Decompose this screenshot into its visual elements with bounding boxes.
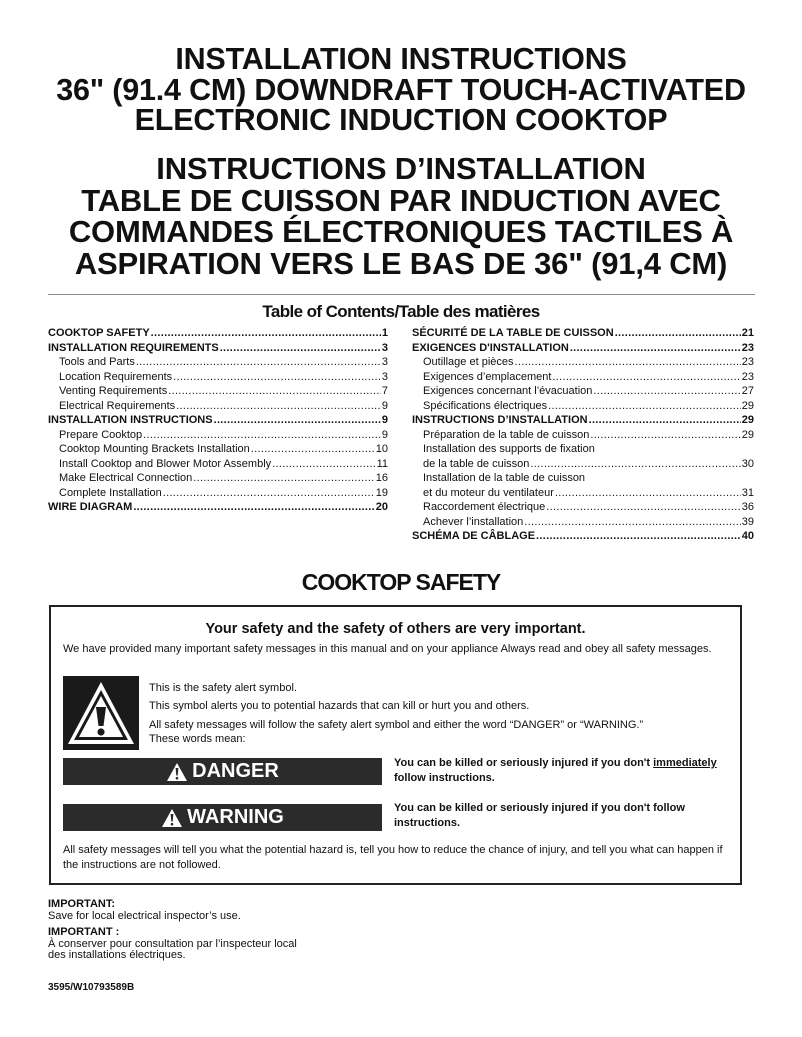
toc-entry[interactable] [48,471,388,486]
toc-label-line1: Installation des supports de fixation [423,443,595,455]
toc-label: INSTRUCTIONS D’INSTALLATION [412,414,588,426]
toc-label: Exigences d’emplacement [423,370,552,383]
important-en [48,899,241,922]
toc-page: 9 [381,428,388,441]
toc-label: SÉCURITÉ DE LA TABLE DE CUISSON [412,327,614,339]
toc-label: Cooktop Mounting Brackets Installation [59,443,250,455]
toc-page: 9 [381,399,388,412]
toc-entry[interactable] [48,399,388,414]
toc-label: Outillage et pièces [423,356,514,368]
toc-page: 39 [741,515,754,528]
toc-label: Achever l’installation [423,515,524,528]
safety-intro: We have provided many important safety messages in this manual and on your appliance Always read and obey all safety messages. [63,643,712,655]
toc-column-english [48,326,388,515]
toc-label-line1: Installation de la table de cuisson [423,472,586,484]
title-fr-line-3: COMMANDES ÉLECTRONIQUES TACTILES À [68,214,734,250]
toc-entry[interactable] [48,428,388,443]
toc-page: 16 [375,472,388,484]
toc-entry[interactable] [48,384,388,399]
hazard-line: This symbol alerts you to potential hazards that can kill or hurt you and others. [149,700,530,712]
toc-column-french [412,326,754,544]
safety-box [49,605,742,885]
toc-entry[interactable] [48,341,388,356]
toc-page: 3 [381,370,388,383]
important-fr-line1: À conserver pour consultation par l’inspecteur local [48,937,297,950]
toc-page: 20 [375,501,388,513]
toc-entry[interactable] [48,413,388,428]
toc-label: INSTALLATION REQUIREMENTS [48,341,219,354]
toc-page: 29 [741,428,754,441]
warning-bar [63,804,382,831]
toc-page: 23 [741,341,754,354]
title-en-line-1: INSTALLATION INSTRUCTIONS [175,42,627,76]
toc-label: Venting Requirements [59,385,168,397]
warning-text: You can be killed or seriously injured if you don't follow instructions. [394,802,685,829]
toc-entry[interactable] [48,442,388,457]
toc-title: Table of Contents/Table des matières [262,302,540,321]
important-fr-line2: des installations électriques. [48,949,186,961]
danger-text-b: follow instructions. [394,772,495,784]
symbol-line: This is the safety alert symbol. [149,682,297,694]
document-number: 3595/W10793589B [48,982,135,993]
toc-page: 7 [381,385,388,397]
toc-entry[interactable] [48,486,388,501]
warning-label: WARNING [187,806,284,828]
danger-label: DANGER [192,760,279,782]
toc-entry[interactable] [412,500,754,515]
toc-page: 29 [741,414,754,426]
title-fr-line-1: INSTRUCTIONS D’INSTALLATION [156,151,646,186]
toc-label: SCHÉMA DE CÂBLAGE [412,530,536,542]
toc-entry[interactable] [412,384,754,399]
toc-entry[interactable] [412,529,754,544]
toc-page: 21 [741,327,754,339]
toc-page: 9 [381,414,388,426]
toc-label: Make Electrical Connection [59,472,193,484]
toc-entry[interactable] [412,341,754,356]
toc-label: de la table de cuisson [423,457,530,470]
divider [48,294,755,295]
toc-label: Tools and Parts [59,356,135,368]
toc-label: Location Requirements [59,370,173,383]
toc-entry[interactable] [412,471,754,500]
important-en-text: Save for local electrical inspector’s use. [48,909,241,922]
toc-label: INSTALLATION INSTRUCTIONS [48,414,213,426]
danger-bar [63,758,382,785]
toc-entry[interactable] [412,399,754,414]
toc-page: 19 [375,486,388,499]
toc-entry[interactable] [412,370,754,385]
toc-label: COOKTOP SAFETY [48,327,150,339]
title-fr-line-2: TABLE DE CUISSON PAR INDUCTION AVEC [81,182,721,218]
toc-label: Raccordement électrique [423,501,546,513]
safety-closing: All safety messages will tell you what the potential hazard is, tell you how to reduce the chance of injury, and tell you what can happen if the instructions are not followed. [63,844,723,871]
title-french [0,153,802,279]
toc-label: et du moteur du ventilateur [423,486,554,499]
toc-label: Exigences concernant l’évacuation [423,385,593,397]
warning-alert-icon [161,808,183,828]
toc-label: Prepare Cooktop [59,428,143,441]
danger-text [394,756,734,786]
toc-entry[interactable] [412,515,754,530]
toc-entry[interactable] [48,355,388,370]
toc-entry[interactable] [412,428,754,443]
danger-text-emph: immediately [653,757,717,769]
toc-entry[interactable] [412,355,754,370]
danger-alert-icon [166,762,188,782]
title-english [0,44,802,136]
toc-page: 31 [741,486,754,499]
toc-page: 3 [381,341,388,354]
important-fr [48,927,297,962]
toc-label: Préparation de la table de cuisson [423,428,590,441]
toc-page: 23 [741,370,754,383]
safety-alert-icon [63,676,139,750]
toc-page: 36 [741,501,754,513]
toc-page: 10 [375,443,388,455]
toc-entry[interactable] [48,500,388,515]
toc-page: 1 [381,327,388,339]
section-title: COOKTOP SAFETY [301,569,501,595]
toc-label: Complete Installation [59,486,162,499]
title-fr-line-4: ASPIRATION VERS LE BAS DE 36" (91,4 CM) [74,245,728,281]
follow-line: All safety messages will follow the safety alert symbol and either the word “DANGER” or “WARNING.” [149,719,644,731]
toc-label: Electrical Requirements [59,399,176,412]
toc-page: 11 [376,457,388,470]
toc-entry[interactable] [412,326,754,341]
toc-entry[interactable] [48,370,388,385]
toc-page: 29 [741,399,754,412]
danger-text-a: You can be killed or seriously injured if you don't [394,757,654,769]
title-en-line-3: ELECTRONIC INDUCTION COOKTOP [134,103,668,137]
toc-label: Install Cooktop and Blower Motor Assembly [59,457,272,470]
mean-line: These words mean: [149,733,246,745]
toc-label: EXIGENCES D'INSTALLATION [412,341,569,354]
important-fr-label: IMPORTANT : [48,926,120,938]
toc-entry[interactable] [412,442,754,471]
toc-page: 23 [741,356,754,368]
toc-page: 30 [741,457,754,470]
toc-entry[interactable] [48,326,388,341]
toc-entry[interactable] [48,457,388,472]
important-en-label: IMPORTANT: [48,898,116,910]
toc-page: 27 [741,385,754,397]
title-en-line-2: 36" (91.4 CM) DOWNDRAFT TOUCH-ACTIVATED [56,72,746,107]
toc-label: WIRE DIAGRAM [48,501,133,513]
toc-label: Spécifications électriques [423,399,548,412]
toc-page: 3 [381,356,388,368]
toc-entry[interactable] [412,413,754,428]
toc-page: 40 [741,530,754,542]
safety-heading: Your safety and the safety of others are very important. [205,621,586,637]
